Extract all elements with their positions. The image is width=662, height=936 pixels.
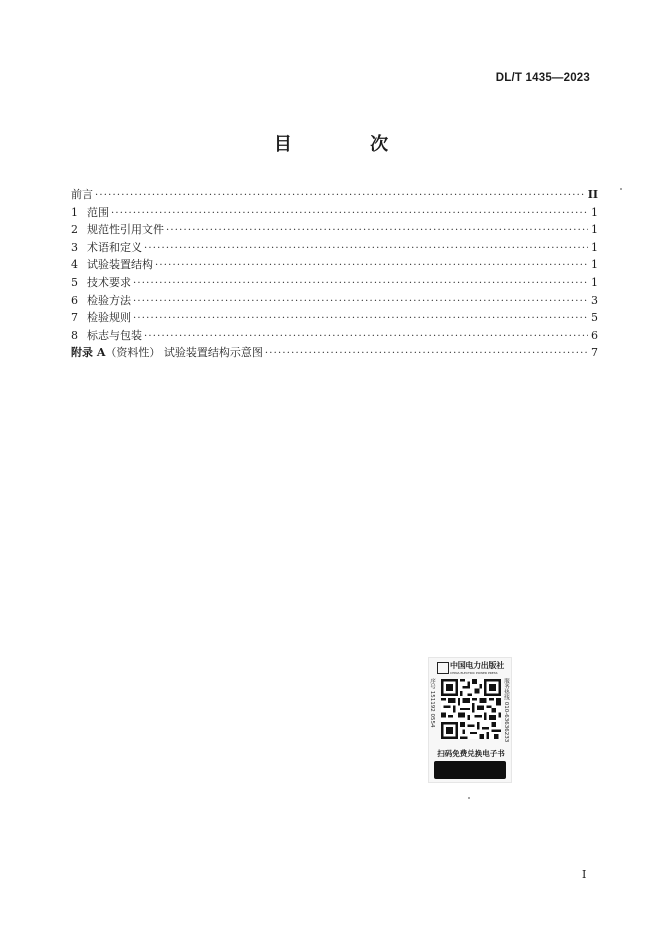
toc-entry-number: 8 xyxy=(71,328,78,342)
table-of-contents xyxy=(71,186,598,362)
toc-entry-label: 技术要求 xyxy=(87,275,131,289)
toc-entry-page: 5 xyxy=(591,311,598,325)
toc-entry-technical-requirements[interactable] xyxy=(71,274,598,292)
toc-entry-number: 1 xyxy=(71,205,78,219)
toc-leader-dots xyxy=(95,190,586,201)
standard-code: DL/T 1435—2023 xyxy=(495,72,590,84)
toc-entry-inspection-rules[interactable] xyxy=(71,309,598,327)
toc-entry-label: 范围 xyxy=(87,205,109,219)
scan-speck xyxy=(468,797,470,799)
toc-entry-annex-a[interactable] xyxy=(71,344,598,362)
toc-leader-dots xyxy=(133,278,588,289)
toc-leader-dots xyxy=(133,313,588,324)
toc-entry-page: 6 xyxy=(591,328,598,342)
toc-entry-label: 检验方法 xyxy=(87,293,131,307)
toc-entry-scope[interactable] xyxy=(71,204,598,222)
toc-leader-dots xyxy=(133,296,588,307)
toc-entry-test-device-structure[interactable] xyxy=(71,256,598,274)
toc-entry-page: 7 xyxy=(591,346,598,360)
toc-entry-number: 2 xyxy=(71,223,78,237)
publisher-english-name: CHINA ELECTRIC POWER PRESS xyxy=(450,671,498,675)
toc-entry-label: 规范性引用文件 xyxy=(87,223,164,237)
toc-entry-test-methods[interactable] xyxy=(71,292,598,310)
toc-entry-label: 术语和定义 xyxy=(87,240,142,254)
toc-leader-dots xyxy=(166,225,588,236)
qr-code-icon[interactable] xyxy=(441,679,501,739)
toc-entry-page: 1 xyxy=(591,223,598,237)
toc-entry-number: 6 xyxy=(71,293,78,307)
scratch-off-code[interactable] xyxy=(434,761,506,779)
toc-title: 目 次 xyxy=(273,134,425,155)
toc-entry-page: II xyxy=(587,188,598,201)
toc-entry-label: 检验规则 xyxy=(87,311,131,325)
toc-leader-dots xyxy=(111,208,588,219)
toc-entry-terms-definitions[interactable] xyxy=(71,239,598,257)
toc-entry-marking-packaging[interactable] xyxy=(71,327,598,345)
toc-entry-page: 1 xyxy=(591,258,598,272)
page-number: I xyxy=(582,868,587,881)
toc-entry-page: 1 xyxy=(591,205,598,219)
toc-leader-dots xyxy=(144,331,588,342)
sticker-serial: 序号 151192 0554 xyxy=(429,678,435,728)
toc-entry-number: 7 xyxy=(71,311,78,325)
ebook-redeem-caption: 扫码免费兑换电子书 xyxy=(437,749,505,758)
toc-entry-page: 3 xyxy=(591,293,598,307)
toc-entry-page: 1 xyxy=(591,275,598,289)
toc-entry-label: 标志与包装 xyxy=(87,328,142,342)
toc-leader-dots xyxy=(144,243,588,254)
publisher-name: 中国电力出版社 xyxy=(450,660,504,670)
annex-letter: 附录 A xyxy=(71,346,106,360)
toc-entry-page: 1 xyxy=(591,240,598,254)
scan-speck xyxy=(620,188,622,190)
sticker-hotline: 服务热线 010-63636233 xyxy=(503,678,509,743)
toc-leader-dots xyxy=(155,260,588,271)
publisher-logo-icon xyxy=(437,662,449,674)
toc-entry-normative-references[interactable] xyxy=(71,221,598,239)
toc-entry-label: 试验装置结构 xyxy=(87,258,153,272)
ebook-qr-sticker xyxy=(428,657,512,783)
toc-entry-number: 5 xyxy=(71,275,78,289)
toc-entry-label: 前言 xyxy=(71,188,93,201)
toc-entry-foreword[interactable] xyxy=(71,186,598,204)
toc-leader-dots xyxy=(265,348,588,359)
toc-entry-number: 3 xyxy=(71,240,78,254)
toc-entry-number: 4 xyxy=(71,258,78,272)
toc-entry-label: 附录 A（资料性） 试验装置结构示意图 xyxy=(71,346,263,360)
